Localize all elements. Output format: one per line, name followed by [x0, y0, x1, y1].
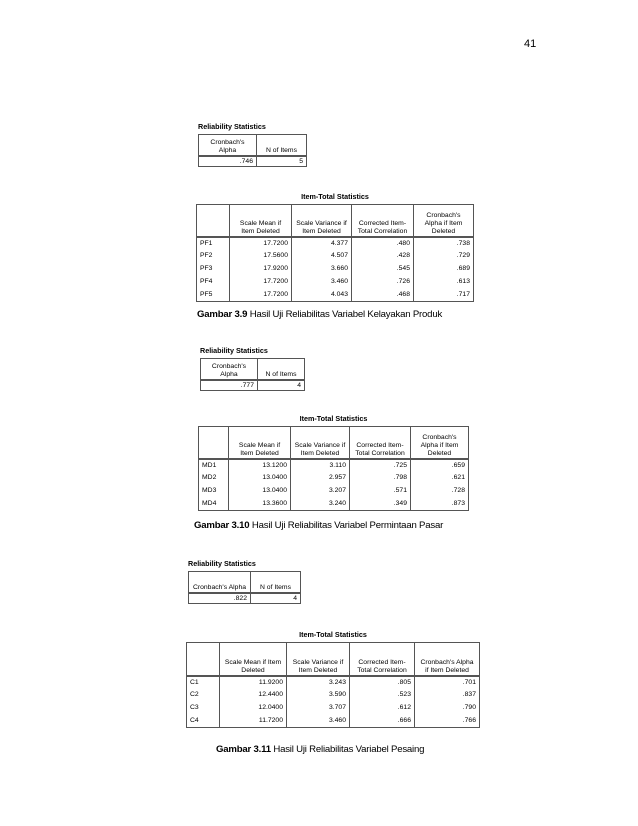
reliability-statistics-1 [198, 122, 307, 167]
table-row [199, 459, 469, 472]
cell: .349 [350, 498, 411, 511]
caption-label: Gambar 3.9 [197, 309, 248, 320]
cell: .805 [350, 676, 415, 689]
cell: 11.7200 [220, 715, 287, 728]
cell: .729 [414, 250, 474, 263]
cell: 3.243 [287, 676, 350, 689]
header-scale-variance: Scale Variance if Item Deleted [292, 205, 352, 237]
item-total-statistics-table [186, 642, 480, 728]
header-blank [199, 427, 229, 459]
header-cronbach-alpha: Cronbach's Alpha [189, 572, 251, 594]
reliability-statistics-title: Reliability Statistics [198, 122, 266, 131]
item-total-statistics-1 [196, 192, 474, 302]
cell: 3.590 [287, 689, 350, 702]
reliability-statistics-table [200, 358, 305, 391]
cell: 17.7200 [230, 289, 292, 302]
table-row [197, 250, 474, 263]
cell: 11.9200 [220, 676, 287, 689]
row-label: C1 [187, 676, 220, 689]
cell: .621 [411, 472, 469, 485]
cell: 12.0400 [220, 702, 287, 715]
item-total-statistics-title: Item-Total Statistics [301, 192, 369, 201]
cell: 13.0400 [229, 485, 291, 498]
cell: .738 [414, 237, 474, 250]
cell: 17.9200 [230, 263, 292, 276]
figure-caption [216, 744, 424, 755]
cell: 2.957 [291, 472, 350, 485]
cell: .468 [352, 289, 414, 302]
row-label: PF5 [197, 289, 230, 302]
table-row [187, 689, 480, 702]
figure-caption [194, 520, 443, 531]
row-label: C2 [187, 689, 220, 702]
header-scale-mean: Scale Mean if Item Deleted [229, 427, 291, 459]
item-total-statistics-title: Item-Total Statistics [299, 630, 367, 639]
row-label: PF1 [197, 237, 230, 250]
cronbach-alpha-value: .777 [201, 380, 258, 391]
cronbach-alpha-value: .746 [199, 156, 257, 167]
cell: .428 [352, 250, 414, 263]
item-total-statistics-3 [186, 630, 480, 728]
table-row [197, 289, 474, 302]
row-label: C3 [187, 702, 220, 715]
row-label: MD2 [199, 472, 229, 485]
table-row [199, 472, 469, 485]
caption-text: Hasil Uji Reliabilitas Variabel Permintaan Pasar [249, 520, 444, 531]
table-row [187, 676, 480, 689]
header-corrected-correlation: Corrected Item-Total Correlation [352, 205, 414, 237]
row-label: C4 [187, 715, 220, 728]
header-blank [197, 205, 230, 237]
cell: 3.207 [291, 485, 350, 498]
header-n-of-items: N of Items [257, 135, 307, 157]
row-label: PF4 [197, 276, 230, 289]
cell: 4.377 [292, 237, 352, 250]
item-total-statistics-table [196, 204, 474, 302]
figure-caption [197, 309, 442, 320]
reliability-statistics-title: Reliability Statistics [200, 346, 268, 355]
page-number: 41 [524, 38, 537, 50]
cell: .613 [414, 276, 474, 289]
cell: .523 [350, 689, 415, 702]
table-row [187, 715, 480, 728]
table-row [197, 276, 474, 289]
reliability-statistics-2 [200, 346, 305, 391]
caption-text: Hasil Uji Reliabilitas Variabel Kelayakan Produk [247, 309, 443, 320]
cell: .612 [350, 702, 415, 715]
cell: .726 [352, 276, 414, 289]
cell: 13.1200 [229, 459, 291, 472]
cell: .798 [350, 472, 411, 485]
n-of-items-value: 5 [257, 156, 307, 167]
header-n-of-items: N of Items [258, 359, 305, 381]
header-scale-variance: Scale Variance if Item Deleted [291, 427, 350, 459]
cell: 13.3600 [229, 498, 291, 511]
cell: .728 [411, 485, 469, 498]
cronbach-alpha-value: .822 [189, 593, 251, 604]
row-label: PF3 [197, 263, 230, 276]
cell: 17.7200 [230, 237, 292, 250]
header-alpha-if-deleted: Cronbach's Alpha if Item Deleted [411, 427, 469, 459]
cell: .666 [350, 715, 415, 728]
header-n-of-items: N of Items [251, 572, 301, 594]
cell: .837 [415, 689, 480, 702]
cell: 17.5600 [230, 250, 292, 263]
table-row [187, 702, 480, 715]
cell: .701 [415, 676, 480, 689]
header-scale-variance: Scale Variance if Item Deleted [287, 643, 350, 676]
row-label: MD4 [199, 498, 229, 511]
cell: 3.460 [287, 715, 350, 728]
header-cronbach-alpha: Cronbach's Alpha [201, 359, 258, 381]
reliability-statistics-table [198, 134, 307, 167]
cell: .545 [352, 263, 414, 276]
cell: .689 [414, 263, 474, 276]
cell: 3.460 [292, 276, 352, 289]
row-label: PF2 [197, 250, 230, 263]
cell: .766 [415, 715, 480, 728]
reliability-statistics-table [188, 571, 301, 604]
item-total-statistics-table [198, 426, 469, 511]
item-total-statistics-2 [198, 414, 469, 511]
table-row [197, 237, 474, 250]
cell: .659 [411, 459, 469, 472]
header-cronbach-alpha: Cronbach's Alpha [199, 135, 257, 157]
cell: 3.110 [291, 459, 350, 472]
cell: .571 [350, 485, 411, 498]
header-scale-mean: Scale Mean if Item Deleted [230, 205, 292, 237]
cell: 12.4400 [220, 689, 287, 702]
caption-label: Gambar 3.10 [194, 520, 250, 531]
cell: .725 [350, 459, 411, 472]
caption-label: Gambar 3.11 [216, 744, 271, 755]
cell: .480 [352, 237, 414, 250]
cell: .873 [411, 498, 469, 511]
cell: 17.7200 [230, 276, 292, 289]
table-row [199, 498, 469, 511]
row-label: MD1 [199, 459, 229, 472]
cell: .717 [414, 289, 474, 302]
table-row [199, 485, 469, 498]
caption-text: Hasil Uji Reliabilitas Variabel Pesaing [270, 744, 425, 755]
cell: 3.240 [291, 498, 350, 511]
header-scale-mean: Scale Mean if Item Deleted [220, 643, 287, 676]
cell: 3.707 [287, 702, 350, 715]
row-label: MD3 [199, 485, 229, 498]
cell: 13.0400 [229, 472, 291, 485]
reliability-statistics-3 [188, 559, 301, 604]
header-corrected-correlation: Corrected Item-Total Correlation [350, 643, 415, 676]
reliability-statistics-title: Reliability Statistics [188, 559, 256, 568]
header-alpha-if-deleted: Cronbach's Alpha if Item Deleted [415, 643, 480, 676]
cell: 3.660 [292, 263, 352, 276]
cell: 4.043 [292, 289, 352, 302]
cell: .790 [415, 702, 480, 715]
item-total-statistics-title: Item-Total Statistics [299, 414, 368, 423]
header-corrected-correlation: Corrected Item-Total Correlation [350, 427, 411, 459]
n-of-items-value: 4 [258, 380, 305, 391]
header-blank [187, 643, 220, 676]
header-alpha-if-deleted: Cronbach's Alpha if Item Deleted [414, 205, 474, 237]
cell: 4.507 [292, 250, 352, 263]
n-of-items-value: 4 [251, 593, 301, 604]
table-row [197, 263, 474, 276]
